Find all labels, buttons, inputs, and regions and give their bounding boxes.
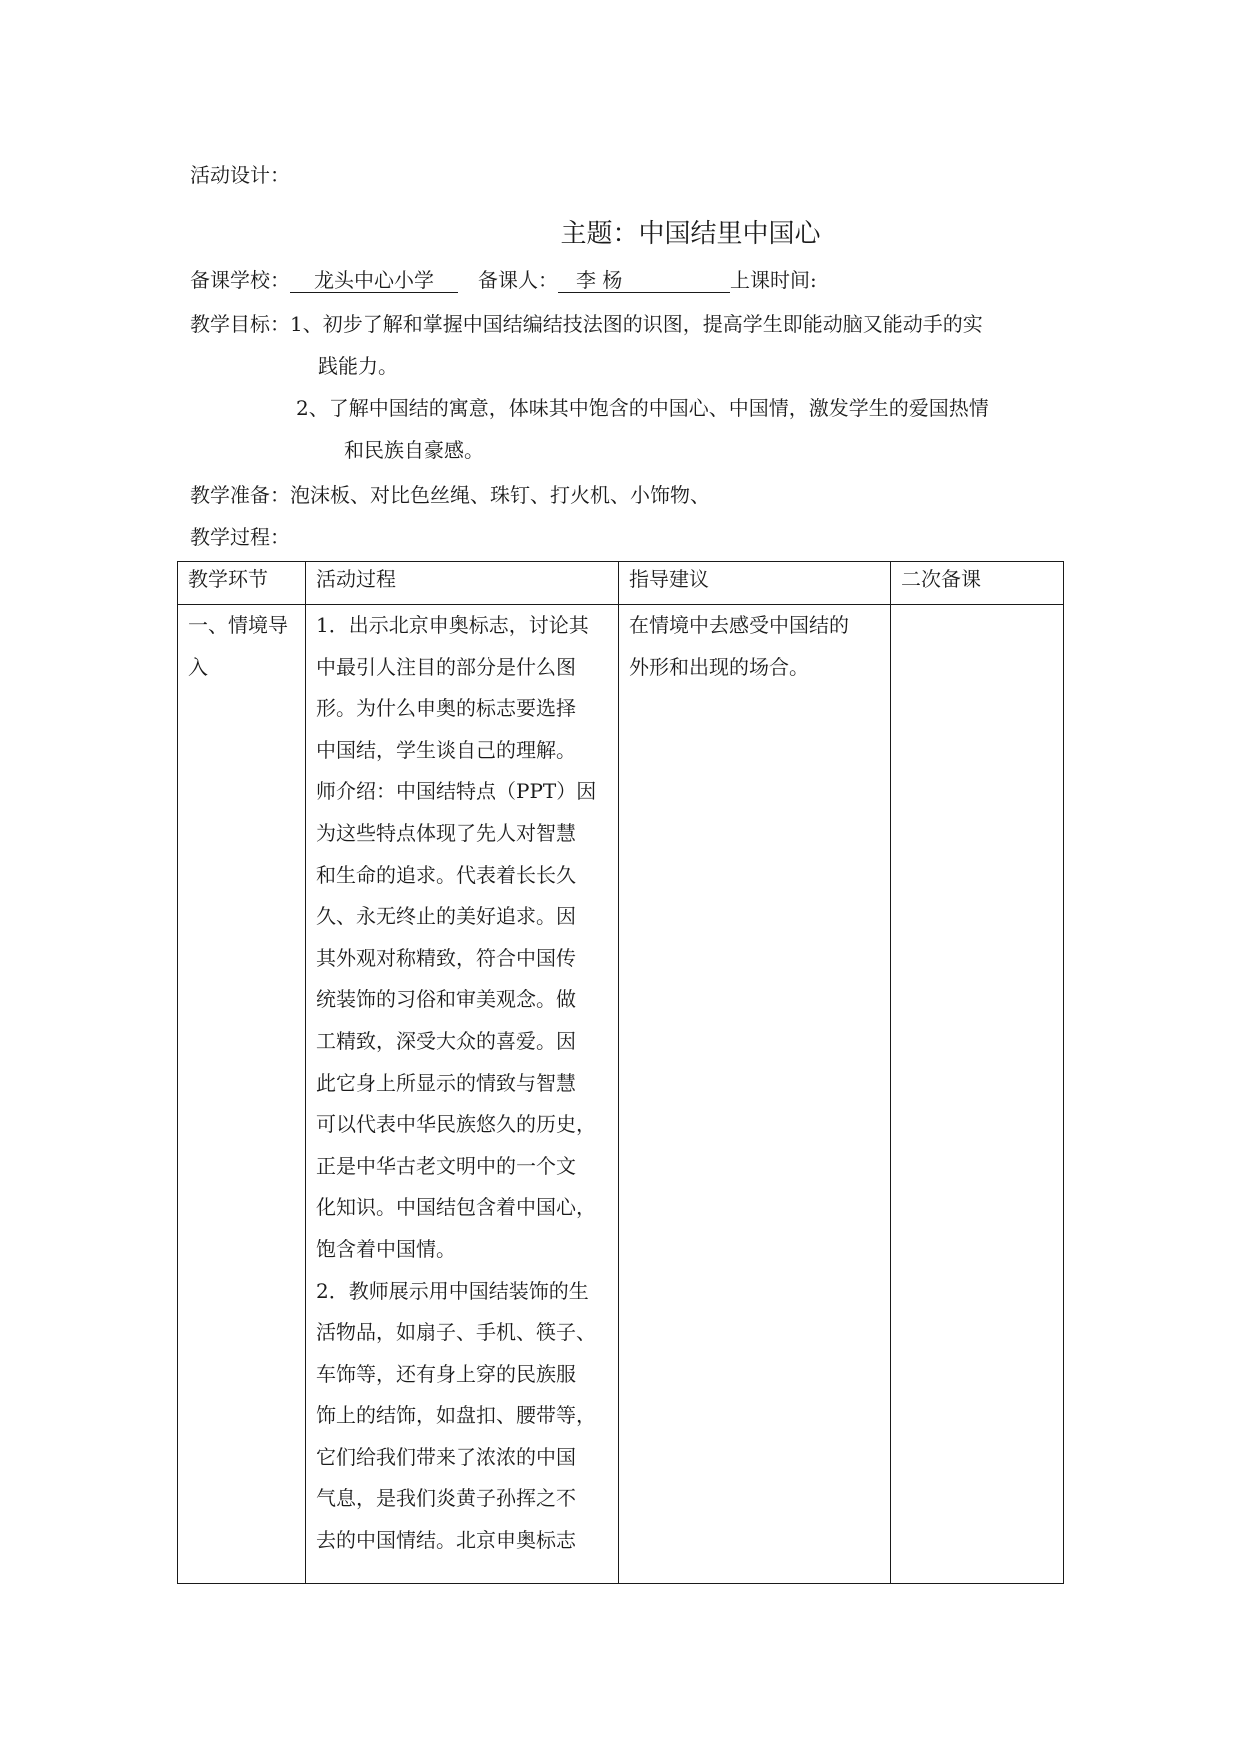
text-line: 在情境中去感受中国结的: [629, 613, 849, 637]
page-title: 主题：中国结里中国心: [560, 219, 821, 249]
text-line: 正是中华古老文明中的一个文: [316, 1153, 576, 1178]
stage-cell: [178, 605, 306, 1584]
header-guidance: 指导建议: [619, 562, 891, 605]
activity-text: [316, 605, 608, 1562]
activity-cell: [306, 605, 619, 1584]
text-line: 为这些特点体现了先人对智慧: [316, 820, 576, 845]
text-line: 形。为什么申奥的标志要选择: [316, 696, 576, 721]
text-line: 此它身上所显示的情致与智慧: [316, 1070, 576, 1095]
goal-2: 2、了解中国结的寓意，体味其中饱含的中国心、中国情，激发学生的爱国热情: [296, 396, 989, 420]
preparation-row: [190, 481, 710, 509]
goal-1: [190, 310, 983, 338]
text-line: 可以代表中华民族悠久的历史，: [316, 1112, 596, 1137]
preparation-label: 教学准备：: [190, 483, 290, 507]
text-line: 久、永无终止的美好追求。因: [316, 904, 576, 929]
text-line: 统装饰的习俗和审美观念。做: [316, 987, 576, 1012]
text-line: 入: [188, 654, 208, 679]
text-line: 师介绍：中国结特点（PPT）因: [316, 779, 597, 804]
guidance-cell: [619, 605, 891, 1584]
text-line: 一、情境导: [188, 613, 288, 637]
text-line: 它们给我们带来了浓浓的中国: [316, 1444, 576, 1469]
text-line: 中国结，学生谈自己的理解。: [316, 737, 576, 762]
text-line: 1．出示北京申奥标志，讨论其: [316, 613, 589, 637]
text-line: 其外观对称精致，符合中国传: [316, 945, 576, 970]
school-label: 备课学校：: [190, 268, 290, 292]
teacher-value: 李 杨: [558, 268, 730, 293]
text-line: 活物品，如扇子、手机、筷子、: [316, 1320, 596, 1345]
guidance-text: [629, 605, 880, 688]
text-line: 工精致，深受大众的喜爱。因: [316, 1028, 576, 1053]
goal-1-text: 1、初步了解和掌握中国结编结技法图的识图，提高学生即能动脑又能动手的实: [290, 312, 983, 336]
school-value: 龙头中心小学: [290, 268, 458, 293]
header-activity: 活动过程: [306, 562, 619, 605]
text-line: 化知识。中国结包含着中国心，: [316, 1195, 596, 1220]
teacher-label: 备课人：: [478, 268, 558, 292]
section-heading: 活动设计：: [190, 163, 290, 187]
header-stage: 教学环节: [178, 562, 306, 605]
goal-2-continued: 和民族自豪感。: [344, 438, 484, 462]
text-line: 车饰等，还有身上穿的民族服: [316, 1361, 576, 1386]
text-line: 和生命的追求。代表着长长久: [316, 862, 576, 887]
stage-text: [188, 605, 295, 688]
goals-label: 教学目标：: [190, 312, 290, 336]
text-line: 饰上的结饰，如盘扣、腰带等，: [316, 1403, 596, 1428]
info-row: [190, 266, 817, 294]
text-line: 中最引人注目的部分是什么图: [316, 654, 576, 679]
header-second-prep: 二次备课: [891, 562, 1064, 605]
text-line: 饱含着中国情。: [316, 1236, 456, 1261]
text-line: 气息，是我们炎黄子孙挥之不: [316, 1486, 576, 1511]
process-label: 教学过程：: [190, 525, 290, 549]
table-row: [178, 605, 1064, 1584]
goal-1-continued: 践能力。: [318, 354, 398, 378]
second-prep-cell: [891, 605, 1064, 1584]
text-line: 外形和出现的场合。: [629, 654, 809, 679]
text-line: 去的中国情结。北京申奥标志: [316, 1528, 576, 1553]
lesson-table: [177, 561, 1064, 1584]
preparation-value: 泡沫板、对比色丝绳、珠钉、打火机、小饰物、: [290, 483, 710, 507]
time-label: 上课时间:: [730, 268, 817, 292]
text-line: 2．教师展示用中国结装饰的生: [316, 1278, 589, 1303]
table-header-row: [178, 562, 1064, 605]
